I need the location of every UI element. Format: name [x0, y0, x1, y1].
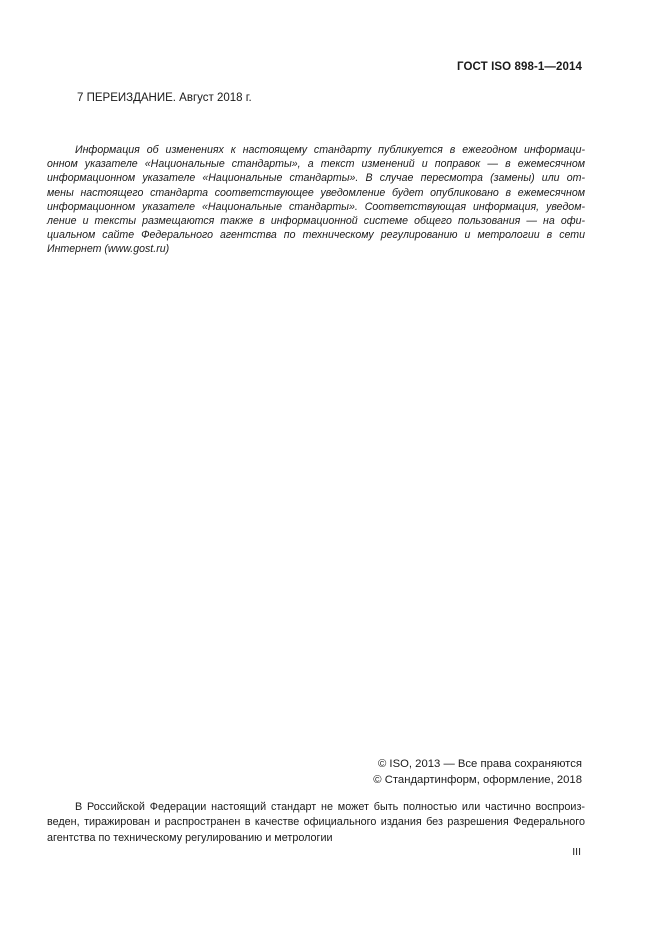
notice-line: веден, тиражирован и распространен в качестве официального издания без разрешения Федерального — [47, 816, 585, 829]
reproduction-notice — [47, 800, 585, 846]
amendments-info-paragraph — [47, 143, 585, 257]
info-line: информационном указателе «Национальные стандарты». Соответствующая информация, уведом- — [47, 200, 585, 213]
info-line: Информация об изменениях к настоящему стандарту публикуется в ежегодном информаци- — [75, 144, 585, 156]
info-line: циальном сайте Федерального агентства по техническому регулированию и метрологии в сети — [47, 229, 585, 242]
notice-line: В Российской Федерации настоящий стандарт не может быть полностью или частично воспроиз- — [75, 801, 585, 813]
edition-note: 7 ПЕРЕИЗДАНИЕ. Август 2018 г. — [77, 92, 252, 104]
info-line: ление и тексты размещаются также в информационной системе общего пользования — на офи- — [47, 215, 585, 228]
standard-code: ГОСТ ISO 898-1—2014 — [457, 61, 582, 73]
info-line: онном указателе «Национальные стандарты», а текст изменений и поправок — в ежемесячном — [47, 158, 585, 171]
info-line: информационном указателе «Национальные стандарты». В случае пересмотра (замены) или от- — [47, 172, 585, 185]
iso-copyright: © ISO, 2013 — Все права сохраняются — [377, 758, 582, 770]
standartinform-copyright: © Стандартинформ, оформление, 2018 — [373, 773, 582, 786]
page-number: III — [572, 846, 581, 858]
info-line: Интернет (www.gost.ru) — [47, 243, 170, 256]
info-line: мены настоящего стандарта соответствующее уведомление будет опубликовано в ежемесячном — [47, 186, 585, 199]
copyright-block — [373, 757, 582, 788]
notice-line: агентства по техническому регулированию и метрологии — [47, 831, 333, 844]
